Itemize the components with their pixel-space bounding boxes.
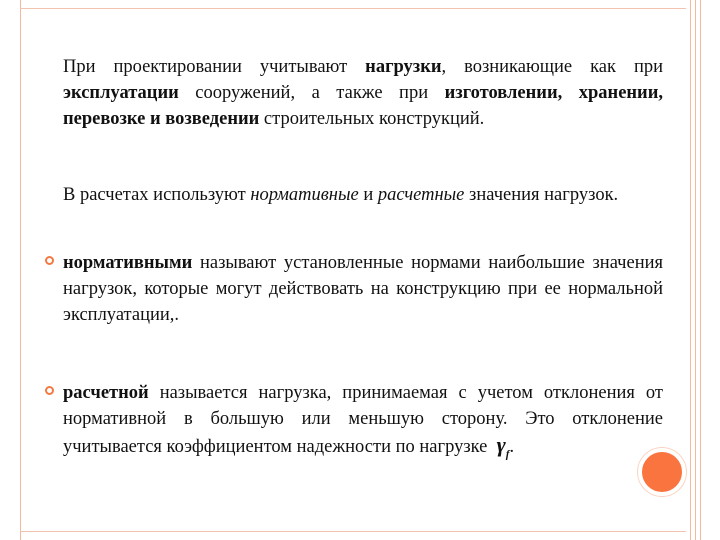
italic-term-normative: нормативные — [250, 185, 359, 205]
paragraph-loads — [63, 54, 663, 132]
text: , возникающие как при — [441, 57, 663, 77]
italic-term-design: расчетные — [377, 185, 465, 205]
bold-term-loads: нагрузки — [365, 57, 442, 77]
text: значения нагрузок. — [464, 185, 619, 205]
bold-term-design: расчетной — [63, 383, 149, 403]
frame-right — [686, 0, 720, 540]
frame-left — [0, 0, 21, 540]
bullet-marker — [45, 386, 54, 395]
text: сооружений, а также при — [178, 83, 445, 103]
text: и — [358, 185, 378, 205]
paragraph-values — [63, 182, 663, 208]
frame-top — [20, 0, 686, 9]
text: называется нагрузка, принимаемая с учетом отклонения от нормативной в большую или меньшую сторону. Это отклонение учитывается коэффициентом надежности по нагрузке — [63, 383, 663, 457]
text: . — [509, 437, 515, 457]
gamma-subscript: f — [505, 448, 510, 461]
bullet-normative — [63, 250, 663, 328]
gamma-symbol: $\gamma_f$ — [496, 432, 510, 461]
bold-term-operation: эксплуатации — [63, 83, 179, 103]
text: При проектировании учитывают — [63, 57, 366, 77]
bold-term-stages: изготовлении, хранении, перевозке и возведении — [63, 83, 664, 129]
bold-term-normative: нормативными — [63, 253, 193, 273]
bullet-design — [63, 380, 663, 467]
text: называют установленные нормами наибольшие значения нагрузок, которые могут действовать на конструкцию при ее нормальной эксплуатации,. — [63, 253, 663, 325]
bullet-marker — [45, 256, 54, 265]
frame-bottom — [20, 531, 686, 540]
text: В расчетах используют — [63, 185, 251, 205]
text: строительных конструкций. — [259, 109, 485, 129]
